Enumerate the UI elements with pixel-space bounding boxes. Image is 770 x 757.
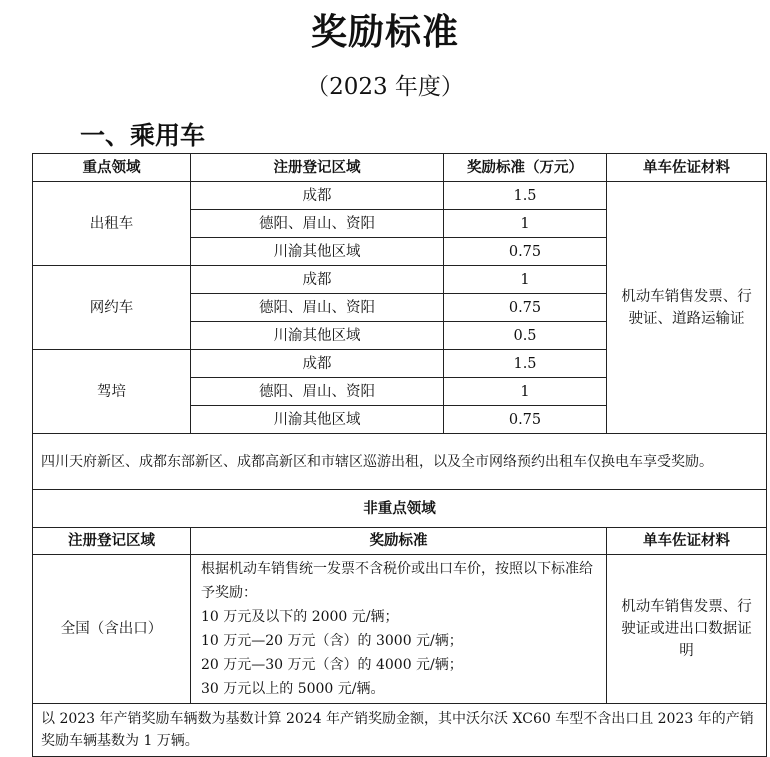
- focus-area-cell: 网约车: [33, 266, 191, 350]
- region-cell: 德阳、眉山、资阳: [191, 210, 444, 238]
- non-key-header-reward: 奖励标准: [191, 528, 607, 555]
- reward-line: 10 万元及以下的 2000 元/辆；: [201, 609, 399, 625]
- non-key-note: 以 2023 年产销奖励车辆数为基数计算 2024 年产销奖励金额，其中沃尔沃 XC60 车型不含出口且 2023 年的产销奖励车辆基数为 1 万辆。: [33, 704, 767, 757]
- non-key-row: [33, 555, 767, 704]
- page-subtitle: （2023 年度）: [306, 74, 464, 100]
- reward-line: 10 万元—20 万元（含）的 3000 元/辆；: [201, 633, 463, 649]
- region-cell: 德阳、眉山、资阳: [191, 378, 444, 406]
- non-key-note-row: [33, 704, 767, 757]
- reward-table: [32, 153, 767, 757]
- region-cell: 成都: [191, 266, 444, 294]
- non-key-header-region: 注册登记区域: [33, 528, 191, 555]
- reward-cell: 0.75: [444, 294, 607, 322]
- key-note: 四川天府新区、成都东部新区、成都高新区和市辖区巡游出租，以及全市网络预约出租车仅换电车享受奖励。: [33, 434, 767, 490]
- non-key-header-row: [33, 528, 767, 555]
- region-cell: 德阳、眉山、资阳: [191, 294, 444, 322]
- region-cell: 成都: [191, 350, 444, 378]
- non-key-title: 非重点领域: [33, 490, 767, 528]
- reward-cell: 1: [444, 378, 607, 406]
- reward-cell: 0.5: [444, 322, 607, 350]
- page-title: 奖励标准: [310, 12, 459, 53]
- region-cell: 成都: [191, 182, 444, 210]
- region-cell: 川渝其他区域: [191, 406, 444, 434]
- reward-cell: 1.5: [444, 350, 607, 378]
- region-cell: 川渝其他区域: [191, 322, 444, 350]
- region-cell: 川渝其他区域: [191, 238, 444, 266]
- reward-line: 根据机动车销售统一发票不含税价或出口车价，按照以下标准给予奖励：: [201, 561, 593, 601]
- focus-area-cell: 驾培: [33, 350, 191, 434]
- header-focus-area: 重点领域: [33, 154, 191, 182]
- section-heading: 一、乘用车: [80, 121, 206, 150]
- non-key-evidence-cell: 机动车销售发票、行驶证或进出口数据证明: [607, 555, 767, 704]
- table-row: [33, 182, 767, 210]
- header-reward-std: 奖励标准（万元）: [444, 154, 607, 182]
- focus-area-cell: 出租车: [33, 182, 191, 266]
- reward-cell: 1: [444, 210, 607, 238]
- key-note-row: [33, 434, 767, 490]
- reward-cell: 0.75: [444, 406, 607, 434]
- non-key-reward-cell: [191, 555, 607, 704]
- header-reg-region: 注册登记区域: [191, 154, 444, 182]
- table-header-row: [33, 154, 767, 182]
- reward-cell: 1.5: [444, 182, 607, 210]
- key-evidence-cell: 机动车销售发票、行驶证、道路运输证: [607, 182, 767, 434]
- reward-cell: 1: [444, 266, 607, 294]
- non-key-region-cell: 全国（含出口）: [33, 555, 191, 704]
- header-evidence: 单车佐证材料: [607, 154, 767, 182]
- reward-line: 20 万元—30 万元（含）的 4000 元/辆；: [201, 657, 463, 673]
- non-key-header-evidence: 单车佐证材料: [607, 528, 767, 555]
- non-key-title-row: [33, 490, 767, 528]
- reward-cell: 0.75: [444, 238, 607, 266]
- reward-line: 30 万元以上的 5000 元/辆。: [201, 681, 385, 697]
